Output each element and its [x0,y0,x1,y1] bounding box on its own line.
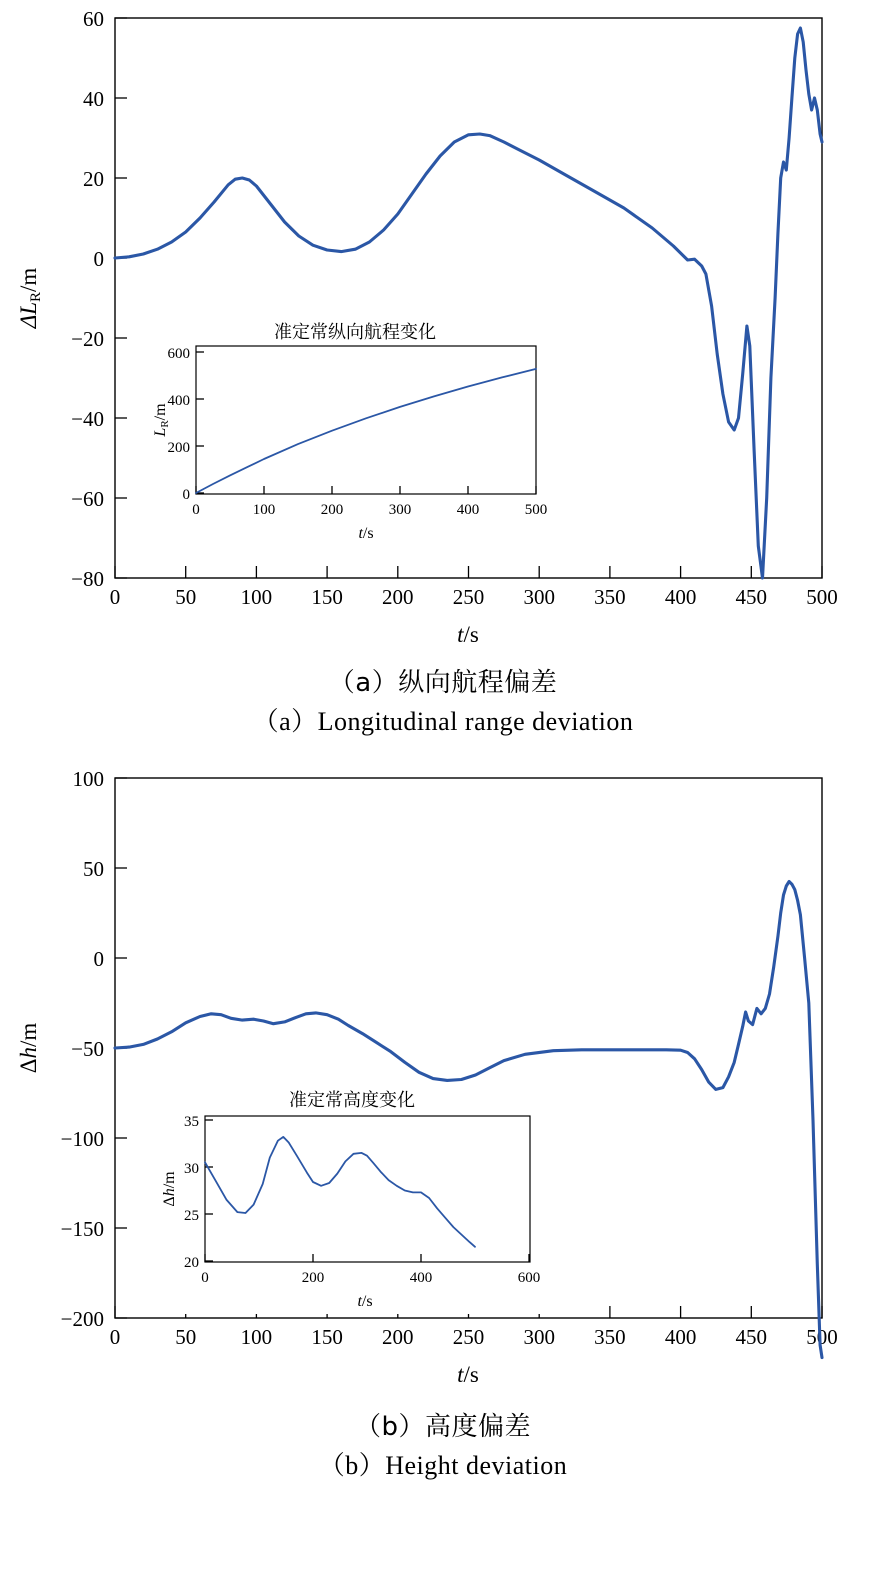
panel-a-inset-ytick-label: 400 [167,393,190,409]
panel-b-xtick-label: 250 [452,1325,485,1349]
panel-a-ytick-label: 40 [83,87,104,111]
panel-b-inset-ytick-label: 35 [184,1114,199,1130]
panel-a-inset-ytick-label: 200 [167,440,190,456]
panel-a-inset-title: 准定常纵向航程变化 [274,322,436,343]
panel-a-plot [0,0,886,660]
panel-a-xtick-label: 0 [109,585,121,609]
panel-a-xtick-label: 100 [240,585,273,609]
panel-a-ytick-label: −60 [71,487,104,511]
panel-b-xtick-label: 50 [175,1325,197,1349]
panel-b-ytick-label: −200 [60,1307,104,1331]
panel-a-inset-ytick-label: 0 [182,487,190,503]
panel-a-xtick-label: 500 [806,585,838,609]
panel-b-xtick-label: 0 [109,1325,121,1349]
panel-b-inset-xtick-label: 400 [409,1270,433,1286]
panel-a-inset-ytick-label: 600 [167,346,190,362]
svg-text:Δh/m: Δh/m [161,1171,178,1207]
panel-b-xtick-label: 150 [311,1325,343,1349]
panel-a-xtick-label: 300 [523,585,555,609]
panel-b-ytick-label: −100 [60,1127,104,1151]
panel-b-inset-xlabel: t/s [357,1293,373,1310]
panel-a-ytick-label: −80 [71,567,104,591]
panel-b-xlabel: t/s [457,1362,479,1387]
panel-b [0,764,886,1482]
panel-a-inset-xtick-label: 0 [192,502,200,518]
panel-a-xtick-label: 150 [311,585,343,609]
panel-a-ytick-label: 0 [93,247,104,271]
panel-a-caption-cn: （a）纵向航程偏差 [328,668,558,698]
panel-a-xtick-label: 450 [735,585,768,609]
panel-b-xtick-label: 200 [382,1325,414,1349]
panel-b-ytick-label: −50 [71,1037,104,1061]
panel-b-xtick-label: 500 [806,1325,838,1349]
panel-a-xlabel: t/s [457,622,479,647]
panel-b-inset-xtick-label: 600 [517,1270,541,1286]
panel-a-ylabel [16,268,44,330]
panel-a [0,0,886,738]
panel-b-inset-ylabel [161,1171,178,1207]
panel-a-ytick-label: 60 [83,7,104,31]
panel-b-inset-xtick-label: 200 [301,1270,325,1286]
panel-a-xticks [110,566,838,609]
panel-a-inset-xtick-label: 200 [320,502,344,518]
panel-a-ytick-label: 20 [83,167,104,191]
panel-b-caption-en: （b）Height deviation [318,1451,568,1480]
panel-b-ytick-label: 0 [93,947,104,971]
panel-a-xtick-label: 50 [175,585,197,609]
panel-a-inset-xtick-label: 500 [524,502,548,518]
panel-b-ytick-label: 100 [72,767,104,791]
panel-a-xtick-label: 200 [382,585,414,609]
panel-a-inset [150,318,560,543]
panel-b-xtick-label: 400 [664,1325,697,1349]
svg-text:LR/m: LR/m [152,403,172,437]
panel-a-inset-xlabel: t/s [358,525,374,542]
panel-a-xtick-label: 350 [594,585,626,609]
panel-b-ytick-label: 50 [83,857,104,881]
panel-a-xtick-label: 250 [452,585,485,609]
panel-b-xtick-label: 100 [240,1325,273,1349]
panel-b-inset-title: 准定常高度变化 [289,1090,415,1111]
panel-a-yticks [71,7,127,591]
panel-b-inset-ytick-label: 25 [184,1208,199,1224]
panel-a-inset-xtick-label: 300 [388,502,412,518]
panel-b-xtick-label: 450 [735,1325,768,1349]
svg-text:Δh/m: Δh/m [16,1022,41,1074]
panel-b-svg [0,764,886,1404]
panel-b-inset-ytick-label: 30 [184,1161,199,1177]
panel-a-svg [0,0,886,660]
panel-b-caption-cn: （b）高度偏差 [354,1412,531,1442]
panel-b-xtick-label: 350 [594,1325,626,1349]
panel-b-inset-ytick-label: 20 [184,1255,199,1271]
panel-b-ylabel [16,1023,41,1074]
panel-b-ytick-label: −150 [60,1217,104,1241]
panel-a-inset-xtick-label: 400 [456,502,480,518]
panel-a-ytick-label: −20 [71,327,104,351]
panel-b-xtick-label: 300 [523,1325,555,1349]
panel-a-inset-xtick-label: 100 [252,502,276,518]
panel-b-inset [150,1084,550,1314]
panel-a-ytick-label: −40 [71,407,104,431]
panel-b-inset-xtick-label: 0 [201,1270,209,1286]
panel-a-inset-ylabel [152,403,171,438]
svg-text:ΔLR/m: ΔLR/m [16,267,45,329]
panel-b-plot [0,764,886,1404]
panel-a-caption-en: （a）Longitudinal range deviation [252,707,634,736]
panel-a-xtick-label: 400 [664,585,697,609]
